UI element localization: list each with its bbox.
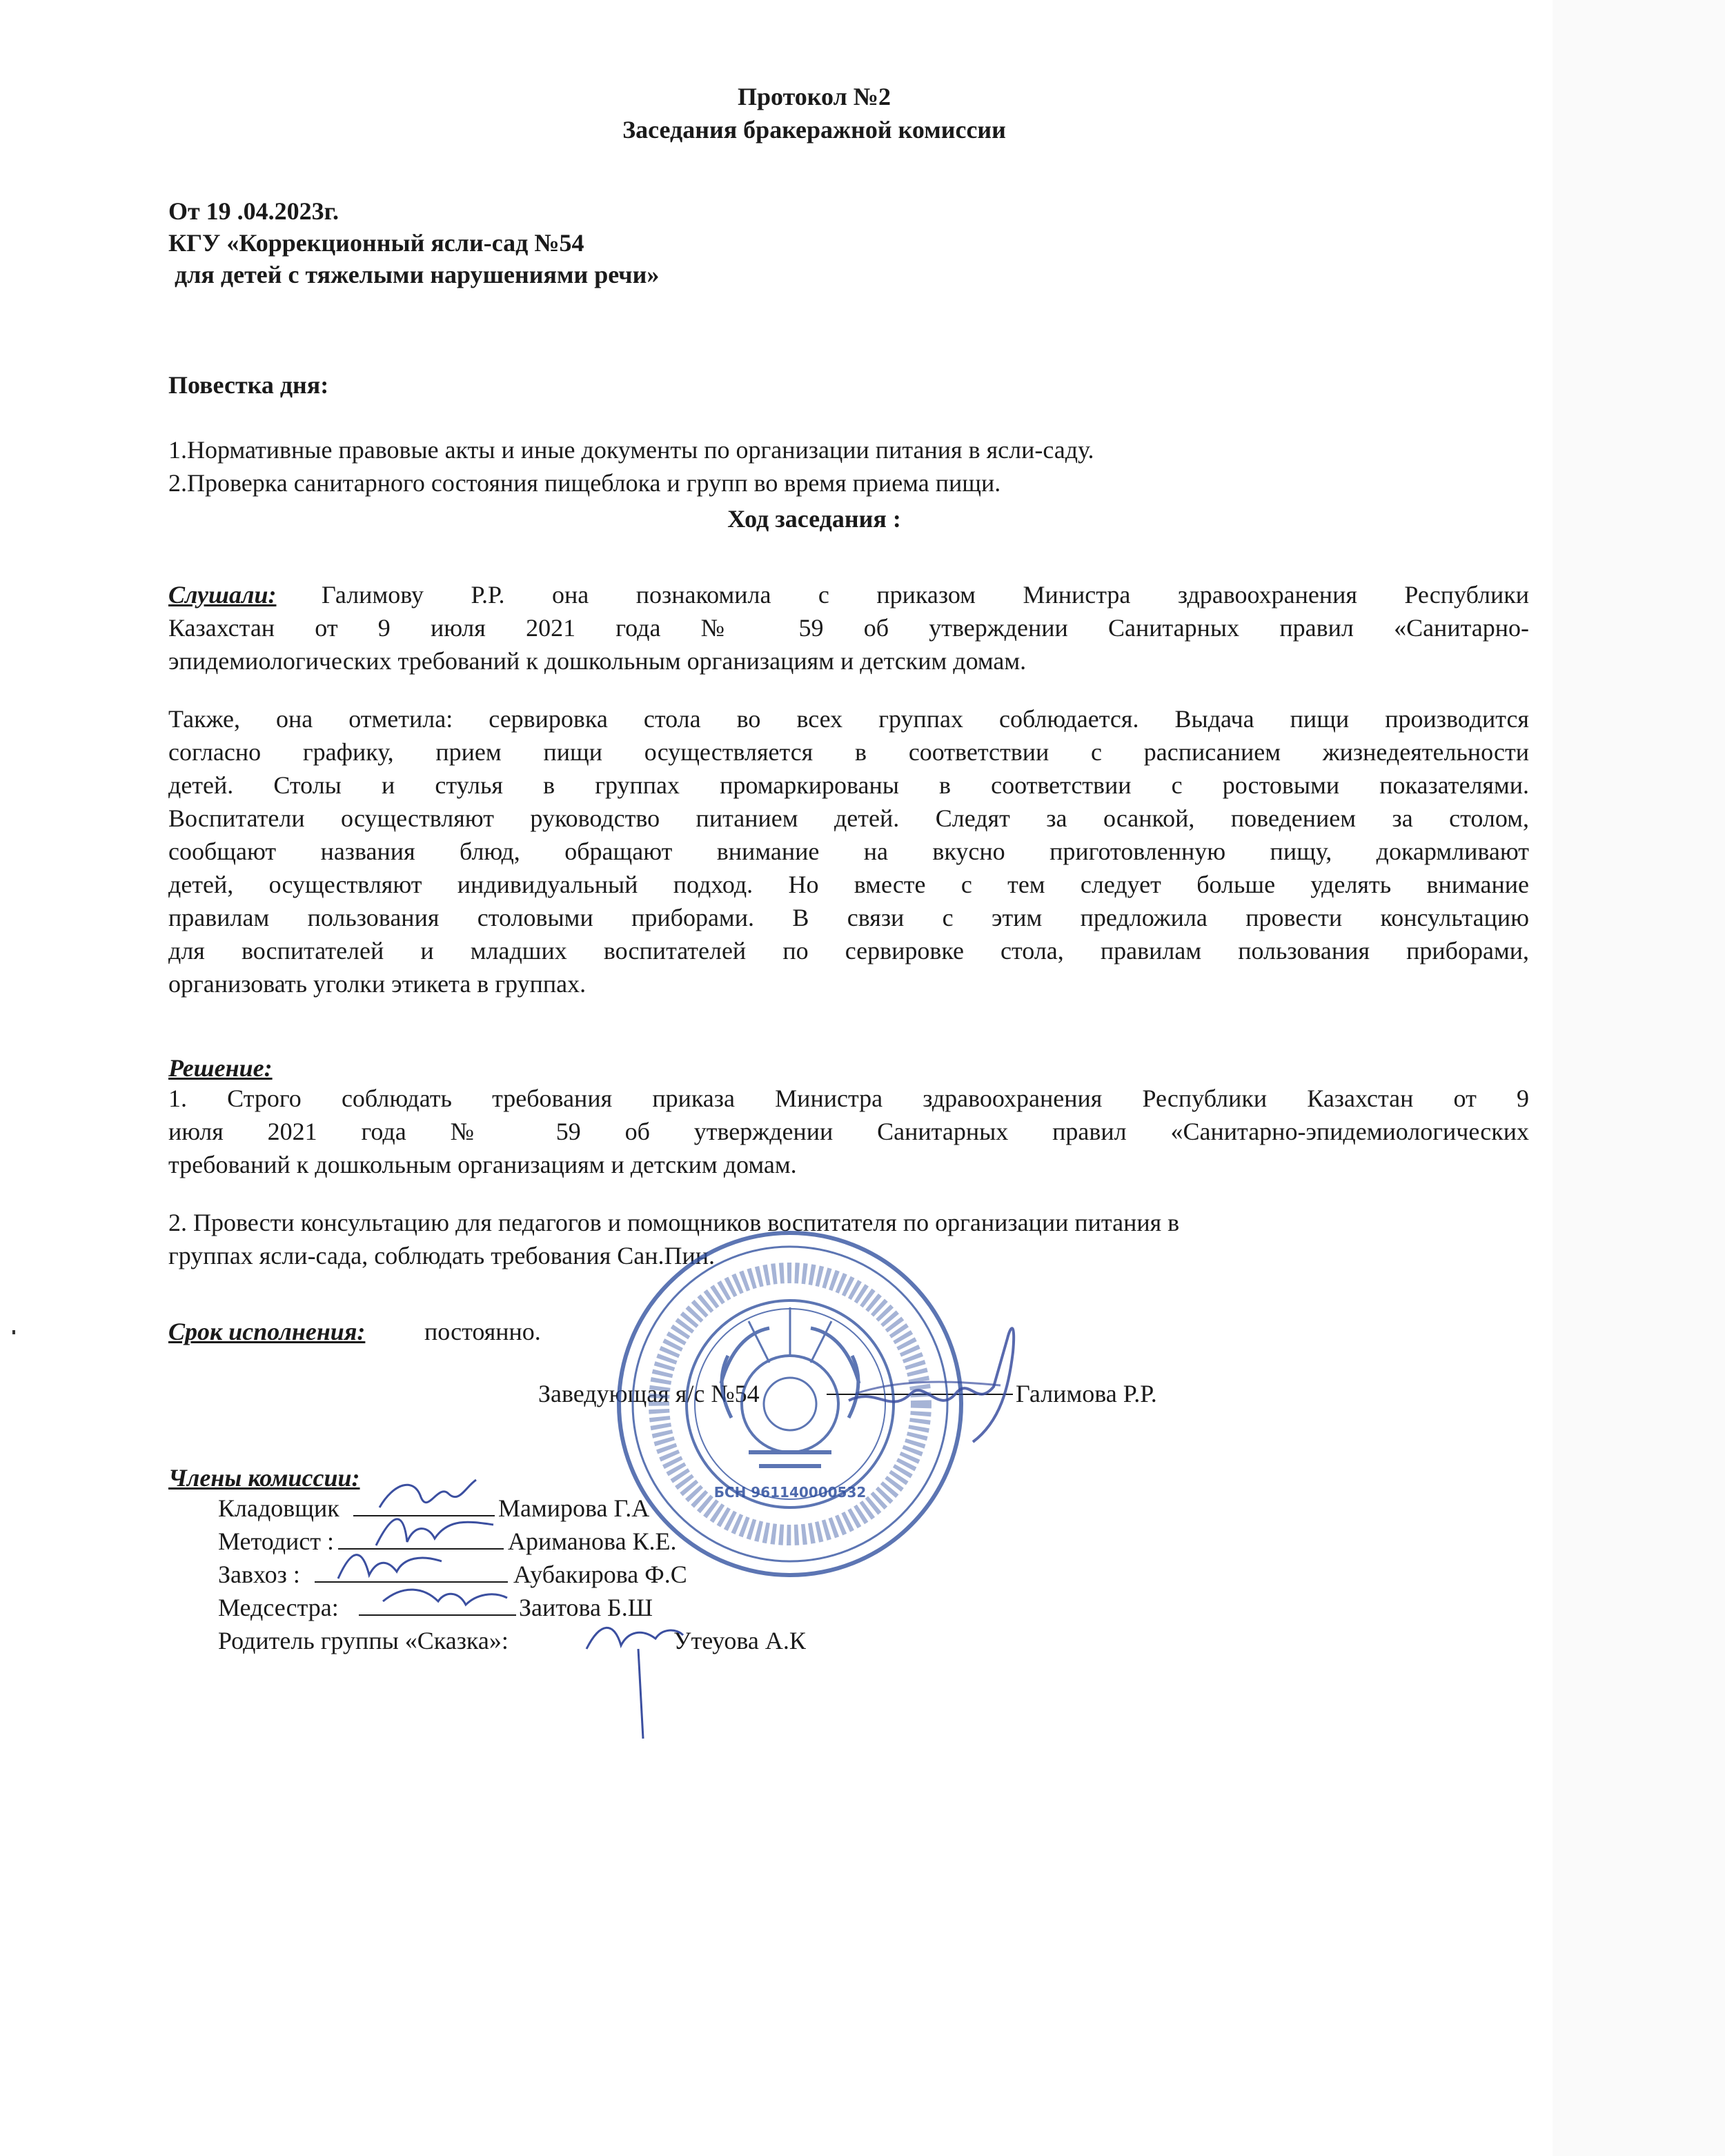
paragraph-line: сообщают названия блюд, обращают внимание на вкусно приготовленную пищу, докармливают bbox=[168, 838, 1529, 865]
protocol-date: От 19 .04.2023г. bbox=[168, 197, 339, 225]
paragraph-line: организовать уголки этикета в группах. bbox=[168, 970, 586, 998]
member-name: Заитова Б.Ш bbox=[519, 1594, 653, 1621]
decision-item-1-line: 1. Строго соблюдать требования приказа Министра здравоохранения Республики Казахстан от 9 bbox=[168, 1085, 1529, 1112]
member-name: Аубакирова Ф.С bbox=[513, 1561, 687, 1588]
organization-line-1: КГУ «Коррекционный ясли-сад №54 bbox=[168, 229, 584, 257]
member-role: Кладовщик bbox=[218, 1494, 339, 1522]
paragraph-line: Также, она отметила: сервировка стола во всех группах соблюдается. Выдача пищи производится bbox=[168, 705, 1529, 733]
member-name: Мамирова Г.А bbox=[498, 1494, 650, 1522]
paragraph-line: Воспитатели осуществляют руководство питанием детей. Следят за осанкой, поведением за столом, bbox=[168, 804, 1529, 832]
head-name: Галимова Р.Р. bbox=[1016, 1380, 1157, 1407]
listened-line-1: Галимову Р.Р. она познакомила с приказом Министра здравоохранения Республики bbox=[322, 581, 1529, 609]
head-role: Заведующая я/с №54 bbox=[538, 1380, 760, 1407]
organization-line-2: для детей с тяжелыми нарушениями речи» bbox=[168, 261, 660, 288]
scan-speck bbox=[12, 1330, 15, 1334]
members-heading: Члены комиссии: bbox=[168, 1464, 360, 1492]
paragraph-line: детей, осуществляют индивидуальный подход. Но вместе с тем следует больше уделять внимание bbox=[168, 871, 1529, 898]
agenda-heading: Повестка дня: bbox=[168, 371, 329, 399]
decision-item-2-line: группах ясли-сада, соблюдать требования Сан.Пин. bbox=[168, 1242, 716, 1269]
stamp-bin: БСН 961140000532 bbox=[713, 1484, 867, 1501]
document-subtitle: Заседания бракеражной комиссии bbox=[622, 116, 1006, 144]
decision-item-1-line: июля 2021 года № 59 об утверждении Санитарных правил «Санитарно-эпидемиологических bbox=[168, 1118, 1529, 1145]
listened-line-2: Казахстан от 9 июля 2021 года № 59 об утверждении Санитарных правил «Санитарно- bbox=[168, 614, 1529, 642]
proceedings-heading: Ход заседания : bbox=[727, 505, 901, 533]
paragraph-line: согласно графику, прием пищи осуществляется в соответствии с расписанием жизнедеятельности bbox=[168, 738, 1529, 766]
deadline-value: постоянно. bbox=[418, 1318, 541, 1345]
agenda-item-1: 1.Нормативные правовые акты и иные документы по организации питания в ясли-саду. bbox=[168, 436, 1094, 464]
member-role: Медсестра: bbox=[218, 1594, 339, 1621]
member-role: Методист : bbox=[218, 1527, 335, 1555]
agenda-item-2: 2.Проверка санитарного состояния пищеблока и групп во время приема пищи. bbox=[168, 469, 1001, 497]
member-signature bbox=[580, 1608, 690, 1745]
decision-item-2-line: 2. Провести консультацию для педагогов и помощников воспитателя по организации питания в bbox=[168, 1209, 1180, 1236]
member-name: Ариманова К.Е. bbox=[508, 1527, 677, 1555]
paragraph-line: для воспитателей и младших воспитателей по сервировке стола, правилам пользования приборами, bbox=[168, 937, 1529, 965]
listened-line-3: эпидемиологических требований к дошкольным организациям и детским домам. bbox=[168, 647, 1027, 675]
member-signature bbox=[376, 1570, 514, 1625]
decision-item-1-line: требований к дошкольным организациям и детским домам. bbox=[168, 1151, 797, 1178]
decision-heading: Решение: bbox=[168, 1054, 273, 1082]
member-role: Завхоз : bbox=[218, 1561, 300, 1588]
document-title: Протокол №2 bbox=[738, 83, 891, 110]
paragraph-line: правилам пользования столовыми приборами. В связи с этим предложила провести консультацию bbox=[168, 904, 1529, 931]
member-role: Родитель группы «Сказка»: bbox=[218, 1627, 509, 1654]
listened-label: Слушали: bbox=[168, 581, 277, 609]
scan-margin bbox=[1552, 0, 1725, 2156]
deadline-label: Срок исполнения: bbox=[168, 1318, 366, 1345]
paragraph-line: детей. Столы и стулья в группах промаркированы в соответствии с ростовыми показателями. bbox=[168, 771, 1529, 799]
head-signature bbox=[835, 1311, 1042, 1456]
member-name: Утеуова А.К bbox=[673, 1627, 806, 1654]
